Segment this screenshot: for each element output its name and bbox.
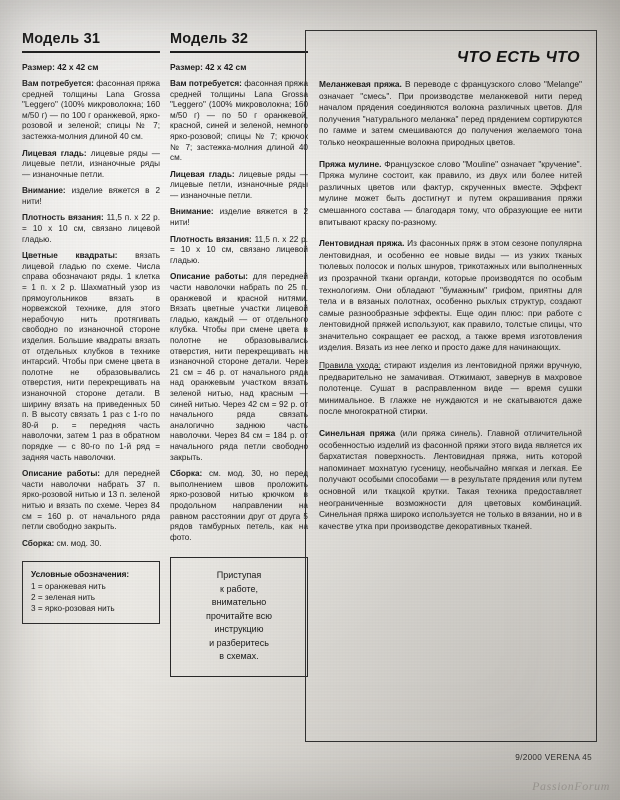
model-31-size: Размер: 42 x 42 см: [22, 61, 99, 72]
site-watermark: PassionForum: [532, 779, 610, 793]
model-31-gauge: [22, 213, 160, 245]
model-31-stitch-text: лицевые ряды — лицевые петли, изнаночные ряды — изнаночные петли.: [22, 148, 160, 179]
model-32-materials: [170, 79, 308, 164]
model-31-rule: [22, 51, 160, 53]
legend-item-2: 2 = зеленая нить: [31, 593, 96, 603]
model-31-assembly-text: см. мод. 30.: [54, 538, 102, 548]
model-32-attention: [170, 207, 308, 228]
glossary-term-chenille: Синельная пряжа: [319, 428, 396, 439]
model-31-squares-text: вязать лицевой гладью по схеме. Числа справа обозначают ряды. 1 клетка = 1 п. х 2 р. Шахматный узор из прямоугольников вязать в норвежской технике, для этого нерабочую нить протягивать свободно по изнаночной стороне изделия. Большие квадраты вязать от отдельных клубков в технике интарсий. Чтобы при смене цвета в полотне не образовывались отверстия, нити перекрещивать на изнаночной стороне детали. В ширину вязать на приведенных 50 п. В высоту связать 1 раз с 1-го по 80-й р. = передняя часть наволочки, затем 1 раз в обратном порядке — с 80-го по 1-й ряд = задняя часть наволочки.: [22, 251, 161, 462]
advice-line-1: Приступая: [216, 570, 262, 581]
legend-item-1: 1 = оранжевая нить: [31, 582, 106, 592]
glossary-entry-mouline: [319, 159, 582, 229]
glossary-text-chenille: (или пряжа синель). Главной отличительной особенностью изделий из фасонной пряжи этого вида является их бархатистая поверхность. Лентовидная пряжа, нить которой напоминает мохнатую гусеницу, необычайно мягкая и легкая. Ее получают особыми способами — в результате прядения или путем основной или ткацкой крутки. Такая техника предоставляет неограниченные возможности для цветовых комбинаций. Синельная пряжа широко используется не только в вязании, но и в качестве утка при производстве декоративных тканей.: [319, 428, 582, 531]
model-31-assembly-label: Сборка:: [22, 538, 55, 548]
model-31-assembly: [22, 539, 160, 550]
column-model-31: [22, 32, 160, 677]
model-32-attention-text: изделие вяжется в 2 нити!: [170, 207, 308, 228]
glossary-entry-ribbon: [319, 238, 582, 354]
advice-box: [170, 557, 308, 677]
model-31-stitch-label: Лицевая гладь:: [22, 148, 87, 158]
legend-title: Условные обозначения:: [31, 570, 130, 580]
advice-line-5: инструкцию: [214, 624, 264, 635]
glossary-text-mouline: Французское слово "Mouline" означает "кручение". Пряжа мулине состоит, как правило, из двух или более нитей различных цветов или фактур, скрученных вместе. Эффект мулине может быть достигнут и путем окрашивания пряжи смешанного состава — благодаря тому, что образующие ее нити впитывают краску по-разному.: [319, 158, 582, 227]
advice-line-6: и разберитесь: [209, 637, 269, 648]
model-32-title: Модель 32: [170, 31, 249, 47]
model-32-description: [170, 272, 308, 463]
glossary-entry-melange: [319, 79, 582, 149]
model-31-description-text: для передней части наволочки набрать 37 п. ярко-розовой нитью и 13 п. зеленой нитью и вязать по схеме. Через 84 см = 160 р. от начального ряда петли свободно закрыть.: [22, 469, 160, 532]
model-31-title: Модель 31: [22, 31, 101, 47]
model-31-materials-label: Вам потребуется:: [22, 78, 94, 88]
model-31-stitch: [22, 149, 160, 181]
legend-item-3: 3 = ярко-розовая нить: [31, 604, 115, 614]
model-31-materials-text: фасонная пряжа средней толщины Lana Grossa "Leggero" (100% микроволокна; 160 м/50 г) — по 100 г оранжевой, ярко-розовой и зеленой; спицы № 7; застежка-молния длиной 40 см.: [22, 78, 160, 141]
model-32-assembly-text: см. мод. 30, но перед выполнением швов проложить ярко-розовой нитью крючком в продольном направлении на равном расстоянии друг от друга 5 рядов тамбурных петель, как на фото.: [170, 469, 308, 542]
model-31-description: [22, 469, 160, 533]
column-model-32: [170, 32, 308, 677]
model-32-assembly-label: Сборка:: [170, 469, 203, 479]
advice-line-4: прочитайте всю: [206, 610, 272, 621]
model-31-attention-text: изделие вяжется в 2 нити!: [22, 186, 160, 206]
model-31-attention-label: Внимание:: [22, 186, 66, 196]
glossary-entry-care: [319, 360, 582, 418]
glossary-text-ribbon: Из фасонных пряж в этом сезоне популярна лентовидная, и особенно ее новые виды — из узких тканых тюлевых полосок и полых шнуров, трикотажных или выполненных из прозрачной ткани органди, которые производятся по особым технологиям. Они обладают "бумажным" грифом, приятны для тела и в вязаных полотнах, особенно рыхлых структур, создают самые разнообразные эффекты. Еще один плюс: при работе с лентовидной пряжей используют, как правило, толстые спицы, что значительно сокращает ее расход, а также время изготовления изделия. Вязать из нее легко и просто даже для начинающих.: [319, 238, 583, 353]
glossary-text-melange: В переводе с французского слово "Melange" означает "смесь". При производстве меланжевой нити перед началом прядения соединяются волокна различных цветов. Для получения "натурального меланжа" перед прядением сортируются по гамме и затем смешиваются до получения желаемого тона только неокрашенные волокна природных цветов.: [319, 79, 582, 147]
advice-line-7: в схемах.: [219, 651, 259, 662]
model-32-description-text: для передней части наволочки набрать по 25 п. оранжевой и красной нитями. Вязать цветные участки лицевой гладью, каждый — от отдельного клубка. Чтобы при смене цвета в полотне не образовывались отверстия, нити перекрещивать на изнаночной стороне детали. Через 21 см = 46 р. от начального ряда над оранжевым участком вязать зеленой нитью, над красным — синей нитью. Через 42 см = 92 р. от начального ряда связать аналогично заднюю часть наволочки. Через 84 см = 184 р. от начального ряда петли свободно закрыть.: [170, 272, 308, 462]
model-32-attention-label: Внимание:: [170, 207, 214, 217]
model-32-materials-label: Вам потребуется:: [170, 78, 242, 88]
model-32-description-label: Описание работы:: [170, 272, 249, 282]
glossary-entry-chenille: [319, 428, 582, 532]
page-folio: 9/2000 VERENA 45: [515, 753, 592, 762]
legend-box: [22, 561, 160, 624]
advice-line-2: к работе,: [220, 583, 258, 594]
model-31-squares: [22, 251, 160, 463]
model-32-materials-text: фасонная пряжа средней толщины Lana Grossa "Leggero" (100% микроволокна; 160 м/50 г) — по 50 г оранжевой, красной, синей и зеленой, немного ярко-розовой; спицы № 7; крючок № 7; застежка-молния длиной 40 см.: [170, 78, 308, 163]
care-rules-text: стирают изделия из лентовидной пряжи вручную, предварительно не замачивая. Отжимают, завернув в махровое полотенце. Сушат в расправленном виде — время сушки минимальное. В глажке не нуждаются и не скатываются даже после многократной стирки.: [319, 360, 582, 417]
model-32-rule: [170, 51, 308, 53]
model-32-gauge-label: Плотность вязания:: [170, 234, 252, 244]
model-31-gauge-label: Плотность вязания:: [22, 213, 104, 223]
model-32-stitch: [170, 170, 308, 202]
care-rules-label: Правила ухода:: [319, 360, 381, 371]
model-32-assembly: [170, 469, 308, 543]
model-32-gauge-text: 11,5 п. х 22 р. = 10 х 10 см, связано лицевой гладью.: [170, 234, 308, 265]
model-31-gauge-text: 11,5 п. х 22 р. = 10 х 10 см, связано лицевой гладью.: [22, 213, 160, 244]
advice-line-3: внимательно: [211, 597, 267, 608]
model-31-description-label: Описание работы:: [22, 469, 101, 479]
model-31-materials: [22, 79, 160, 143]
model-31-attention: [22, 186, 160, 207]
model-32-size: Размер: 42 x 42 см: [170, 61, 247, 72]
glossary-term-melange: Меланжевая пряжа.: [319, 79, 402, 89]
glossary-term-mouline: Пряжа мулине.: [319, 158, 382, 169]
model-31-squares-label: Цветные квадраты:: [22, 251, 118, 261]
model-32-stitch-text: лицевые ряды — лицевые петли, изнаночные ряды — изнаночные петли.: [170, 169, 308, 200]
model-32-stitch-label: Лицевая гладь:: [170, 169, 235, 179]
what-is-what-panel: [305, 30, 597, 742]
model-32-gauge: [170, 235, 308, 267]
panel-title: ЧТО ЕСТЬ ЧТО: [456, 49, 580, 66]
glossary-term-ribbon: Лентовидная пряжа.: [319, 238, 405, 249]
